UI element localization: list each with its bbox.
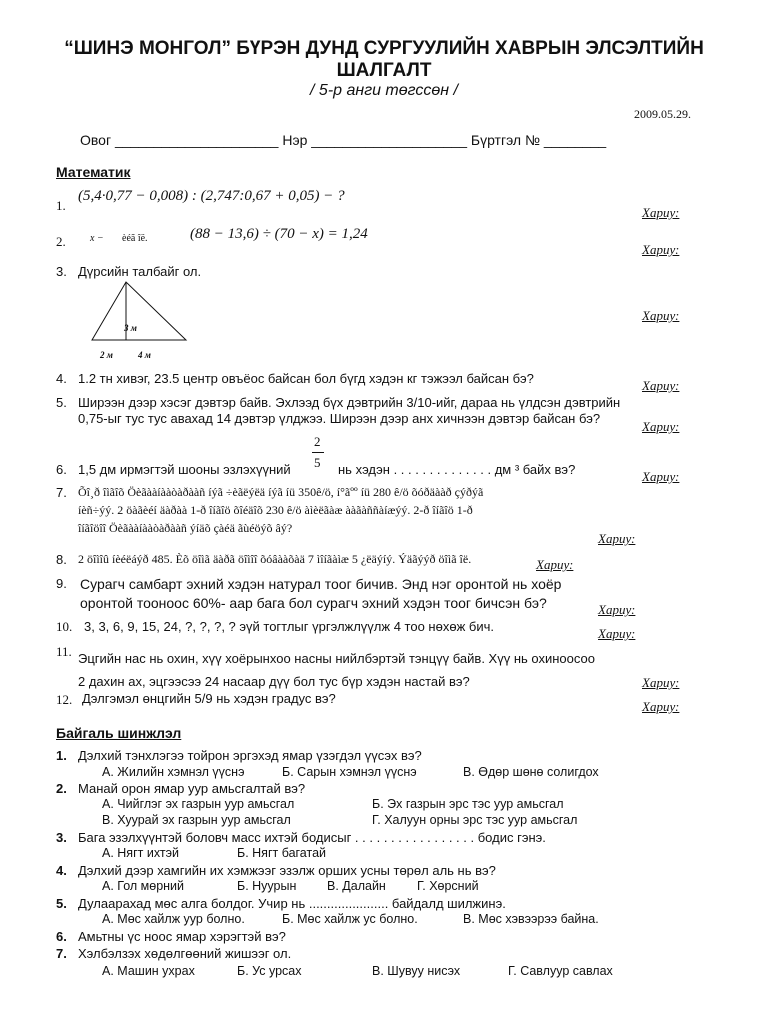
nature-q7-option-b: Б. Ус урсах	[237, 964, 302, 978]
q5-text-line2: 0,75-ыг тус тус авахад 14 дэвтэр үлджээ. Ширээн дээр анх хичнээн дэвтэр байсан бэ?	[78, 411, 601, 426]
nature-q3-number: 3.	[56, 830, 67, 845]
q10-answer-label: Хариу:	[598, 626, 636, 641]
q9-text-line2: оронтой тооноос 60%- аар бага бол сурагч эхний хэдэн тоог бичсэн бэ?	[80, 595, 547, 611]
q11-number: 11.	[56, 644, 72, 659]
q11-text-line2: 2 дахин ах, эцгээсээ 24 насаар дүү бол тус бүр хэдэн настай вэ?	[78, 674, 470, 689]
exam-subtitle: / 5-р анги төгссөн /	[310, 82, 458, 99]
q2-variable: x −	[90, 233, 104, 244]
q6-text-part1: 1,5 дм ирмэгтэй шооны эзлэхүүний	[78, 462, 291, 477]
nature-q5-text: Дулаарахад мөс алга болдог. Учир нь ...................... байдалд шилжинэ.	[78, 896, 506, 911]
q6-number: 6.	[56, 462, 67, 477]
q4-answer-label: Хариу:	[642, 378, 680, 393]
q10-number: 10.	[56, 619, 73, 634]
nature-q5-number: 5.	[56, 896, 67, 911]
nature-q2-option-d: Г. Халуун орны эрс тэс уур амьсгал	[372, 813, 578, 827]
nature-q1-option-b: Б. Сарын хэмнэл үүснэ	[282, 765, 417, 779]
nature-q2-text: Манай орон ямар уур амьсгалтай вэ?	[78, 781, 306, 796]
q6-answer-label: Хариу:	[642, 469, 680, 484]
student-info-fields: Овог _____________________ Нэр ____________________ Бүртгэл № ________	[80, 132, 607, 148]
q6-fraction-denominator: 5	[314, 455, 321, 470]
nature-q7-option-a: А. Машин ухрах	[102, 964, 195, 978]
nature-q2-option-a: А. Чийглэг эх газрын уур амьсгал	[102, 797, 295, 811]
triangle-shape	[92, 282, 186, 340]
nature-q3-option-a: А. Нягт ихтэй	[102, 846, 180, 860]
nature-q4-text: Дэлхий дээр хамгийн их хэмжээг эзэлж орших усны төрөл аль нь вэ?	[78, 863, 496, 878]
nature-q5-option-c: В. Мөс хэвээрээ байна.	[463, 912, 599, 926]
nature-q3-text: Бага эзэлхүүнтэй боловч масс ихтэй бодисыг . . . . . . . . . . . . . . . . . бодис гэнэ.	[78, 830, 546, 845]
nature-q7-option-c: В. Шувуу нисэх	[372, 964, 461, 978]
nature-q1-number: 1.	[56, 748, 67, 763]
q6-fraction-numerator: 2	[314, 434, 321, 449]
q3-base-a-label: 2 м	[100, 350, 113, 360]
q12-text: Дэлгэмэл өнцгийн 5/9 нь хэдэн градус вэ?	[82, 691, 336, 706]
nature-q7-text: Хэлбэлзэх хөдөлгөөний жишээг ол.	[78, 946, 292, 961]
q12-number: 12.	[56, 692, 73, 707]
nature-q4-option-d: Г. Хөрсний	[417, 879, 479, 893]
math-heading: Математик	[56, 164, 131, 180]
nature-q1-option-a: А. Жилийн хэмнэл үүснэ	[102, 765, 245, 779]
q2-number: 2.	[56, 234, 66, 249]
nature-q4-option-a: А. Гол мөрний	[102, 879, 185, 893]
q6-fraction-bar	[312, 452, 324, 453]
exam-title-line1: “ШИНЭ МОНГОЛ” БҮРЭН ДУНД СУРГУУЛИЙН ХАВРЫН ЭЛСЭЛТИЙН	[64, 38, 704, 59]
q7-answer-label: Хариу:	[598, 531, 636, 546]
nature-q6-number: 6.	[56, 929, 67, 944]
q8-number: 8.	[56, 552, 67, 567]
q5-answer-label: Хариу:	[642, 419, 680, 434]
nature-q1-option-c: В. Өдөр шөнө солигдох	[463, 765, 599, 779]
nature-q4-number: 4.	[56, 863, 67, 878]
q11-answer-label: Хариу:	[642, 675, 680, 690]
q12-answer-label: Хариу:	[642, 699, 680, 714]
nature-q5-option-a: А. Мөс хайлж уур болно.	[102, 912, 245, 926]
q1-expression: (5,4·0,77 − 0,008) : (2,747:0,67 + 0,05) − ?	[78, 188, 345, 204]
q10-text: 3, 3, 6, 9, 15, 24, ?, ?, ?, ? эүй тогтлыг үргэлжлүүлж 4 тоо нөхөж бич.	[84, 619, 494, 634]
q9-text-line1: Сурагч самбарт эхний хэдэн натурал тоог бичив. Энд нэг оронтой нь хоёр	[80, 576, 562, 592]
nature-q2-number: 2.	[56, 781, 67, 796]
q1-number: 1.	[56, 198, 66, 213]
nature-q7-number: 7.	[56, 946, 67, 961]
q3-base-b-label: 4 м	[138, 350, 151, 360]
q9-number: 9.	[56, 576, 67, 591]
nature-heading: Байгаль шинжлэл	[56, 725, 182, 741]
q7-text-line3: îíãîöîî Öèãààíààòàðààñ ýíäõ çàéä ãùéöýõ âý?	[78, 521, 293, 535]
q3-height-label: 3 м	[124, 323, 137, 333]
nature-q2-option-c: В. Хуурай эх газрын уур амьсгал	[102, 813, 291, 827]
nature-q6-text: Амьтны үс ноос ямар хэрэгтэй вэ?	[78, 929, 286, 944]
q5-text-line1: Ширээн дээр хэсэг дэвтэр байв. Эхлээд бүх дэвтрийн 3/10-ийг, дараа нь үлдсэн дэвтрийн	[78, 395, 621, 410]
q8-text: 2 öîìîû íèéëáýð 485. Èõ öîìã äàðã öîìîî õóâààõàä 7 ìîíãàìæ 5 ¿ëäýíý. Ýäãýýð öîìã îë.	[78, 552, 472, 566]
nature-q4-option-c: В. Далайн	[327, 879, 386, 893]
q7-text-line2: íèñ÷ýý. 2 öàãèéí äàðàà 1-ð îíãîö õîéäîõ 230 ê/ö àìèëãàæ ààãàññàíæýý. 2-ð îíãîö 1-ð	[78, 503, 473, 517]
q1-answer-label: Хариу:	[642, 205, 680, 220]
q8-answer-label: Хариу:	[536, 557, 574, 572]
q4-number: 4.	[56, 371, 67, 386]
nature-q7-option-d: Г. Савлуур савлах	[508, 964, 613, 978]
nature-q2-option-b: Б. Эх газрын эрс тэс уур амьсгал	[372, 797, 564, 811]
q2-answer-label: Хариу:	[642, 242, 680, 257]
exam-date: 2009.05.29.	[634, 107, 691, 121]
q3-triangle-figure	[88, 280, 198, 360]
q6-text-part2: нь хэдэн . . . . . . . . . . . . . . дм ³ байх вэ?	[338, 462, 576, 477]
q7-number: 7.	[56, 485, 67, 500]
q2-garbled-text: èéã îë.	[122, 233, 148, 244]
exam-title-line2: ШАЛГАЛТ	[336, 60, 432, 81]
q9-answer-label: Хариу:	[598, 602, 636, 617]
nature-q1-text: Дэлхий тэнхлэгээ тойрон эргэхэд ямар үзэгдэл үүсэх вэ?	[78, 748, 422, 763]
nature-q5-option-b: Б. Мөс хайлж ус болно.	[282, 912, 418, 926]
q5-number: 5.	[56, 395, 67, 410]
nature-q3-option-b: Б. Нягт багатай	[237, 846, 327, 860]
q2-expression: (88 − 13,6) ÷ (70 − x) = 1,24	[190, 226, 368, 242]
q3-number: 3.	[56, 264, 67, 279]
q11-text-line1: Эцгийн нас нь охин, хүү хоёрынхоо насны нийлбэртэй тэнцүү байв. Хүү нь охиноосоо	[78, 651, 595, 666]
nature-q4-option-b: Б. Нуурын	[237, 879, 297, 893]
q3-answer-label: Хариу:	[642, 308, 680, 323]
q7-text-line1: Õî¸ð îìãîõ Öèãààíààòàðààñ íýã ÷èãëýëä íýã íü 350ê/ö, í°ãºº íü 280 ê/ö õóðäààð çýðýã	[78, 485, 484, 499]
q3-text: Дүрсийн талбайг ол.	[78, 264, 202, 279]
q4-text: 1.2 тн хивэг, 23.5 центр овъёос байсан бол бүгд хэдэн кг тэжээл байсан бэ?	[78, 371, 534, 386]
